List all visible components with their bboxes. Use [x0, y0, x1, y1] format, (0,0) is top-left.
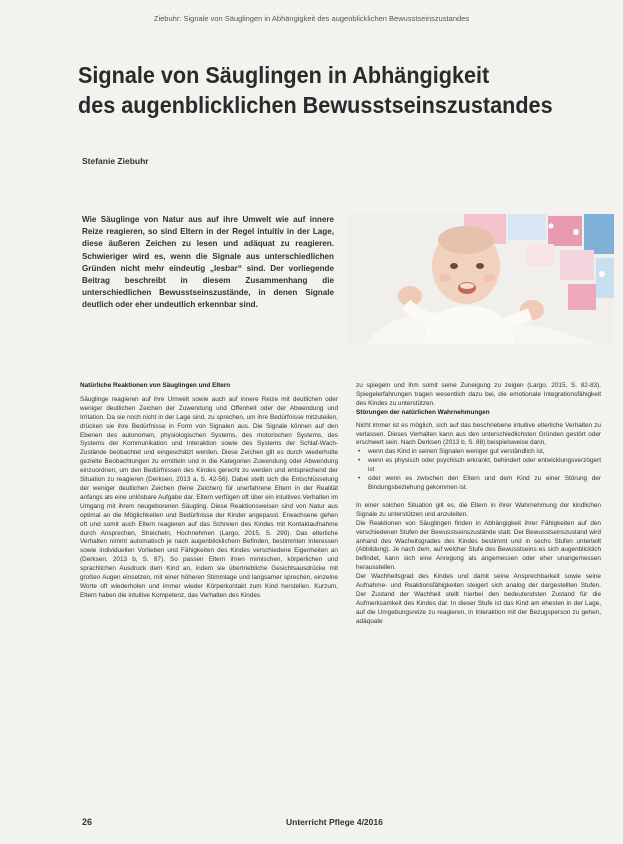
- author-name: Stefanie Ziebuhr: [82, 156, 149, 166]
- list-item: • wenn das Kind in seinen Signalen weniger gut verständlich ist,: [356, 448, 601, 457]
- list-item: • oder wenn es zwischen den Eltern und dem Kind zu einer Störung der Bindungsbeziehung gekommen ist.: [356, 475, 601, 493]
- title-line-1: Signale von Säuglingen in Abhängigkeit: [78, 62, 490, 88]
- journal-footer: Unterricht Pflege 4/2016: [286, 817, 383, 827]
- running-head: Ziebuhr: Signale von Säuglingen in Abhängigkeit des augenblicklichen Bewusstseinszustandes: [153, 14, 470, 23]
- right-column: [356, 382, 601, 627]
- baby-illustration: [346, 214, 614, 344]
- right-column-intro: zu spiegeln und ihm somit seine Zuneigung zu zeigen (Largo, 2015, S. 82-83). Spiegelerfahrungen tragen wesentlich dazu bei, die emotionale Integrationsfähigkeit des Kindes zu unterstützen.: [356, 382, 601, 407]
- right-column-paragraph-2: In einer solchen Situation gilt es, die Eltern in ihrer Wahrnehmung der kindlichen Signale zu unterstützen und anzuleiten.: [356, 501, 601, 518]
- bullet-list: [356, 448, 601, 493]
- page-number: 26: [82, 817, 93, 827]
- title-line-2: des augenblicklichen Bewusstseinszustandes: [78, 92, 553, 118]
- list-item: • wenn es physisch oder psychisch erkrankt, behindert oder entwicklungsverzögert ist: [356, 457, 601, 475]
- right-column-paragraph-4: Der Wachheitsgrad des Kindes und damit seine Ansprechbarkeit sowie seine Aufnahme- und Reaktionsfähigkeiten steigert sich analog der dargestellten Stufen. Der Zustand der Wachheit stellt hierbei den bedeutendsten Zustand für die Aufmerksamkeit des Kindes dar. In dieser Stufe ist das Kind am ehesten in der Lage, auf die Umgebungsreize zu reagieren, in Interaktion mit der Bezugsperson zu gehen, adäquate: [356, 573, 601, 625]
- article-title: [78, 60, 566, 120]
- section-heading-disturbances: Störungen der natürlichen Wahrnehmungen: [356, 408, 490, 416]
- abstract: Wie Säuglinge von Natur aus auf ihre Umwelt wie auf innere Reize reagieren, so sind Eltern in der Regel intuitiv in der Lage, diese äußeren Zeichen zu lesen und adäquat zu reagieren. Schwieriger wird es, wenn die Signale aus unterschiedlichen Gründen nicht mehr eindeutig „lesbar“ sind. Der vorliegende Beitrag beschreibt in diesem Zusammenhang die unterschiedlichen Bewusstseinszustände, in denen Signale deutlich oder eher undeutlich erkennbar sind.: [82, 215, 334, 310]
- left-column-paragraph: Säuglinge reagieren auf ihre Umwelt sowie auch auf innere Reize mit deutlichen oder weniger deutlichen Zeichen der Zuwendung und Offenheit oder der Abwendung und Irritation. Da sie noch nicht in der Lage sind, zu sprechen, um ihre Bedürfnisse mitzuteilen, drücken sie ihre Bedürfnisse in Form von Signalen aus. Die Signale können auf den Ebenen des autonomen, physiologischen Systems, des motorischen Systems, des Systems der Kommunikation und Interaktion sowie des Systems der Schlaf-Wach-Zustände beobachtet und eingeschätzt werden. Diese Zeichen gilt es durch wiederholte gezielte Beobachtungen zu ermitteln und in die Kategorien Zuwendung oder Abwendung einzuordnen, um den Bedürfnissen des Kindes gerecht zu werden und entsprechend der Situation zu reagieren (Derksen, 2013 a, S. 42-56). Dabei stellt sich die Entschlüsselung der weniger deutlichen Zeichen (feine Zeichen) für unerfahrene Eltern in der Realität anfangs als eine unlösbare Aufgabe dar. Eltern verfügen oft über ein intuitives Verhalten im Umgang mit ihrem neugeborenen Säugling. Diese Reaktionsweisen sind von Natur aus optimal an die Möglichkeiten und Bedürfnisse der Kinder angepasst. Erwachsene gehen oft und somit auch Eltern reagieren auf das Schreien des Kindes mit Kontaktaufnahme durch Ansprechen, Streicheln, Hochnehmen (Largo, 2015, S. 290). Das elterliche Verhalten nimmt automatisch je nach augenblicklichem Befinden, bestimmten Interessen sowie individuellen Vorlieben und Fähigkeiten des Kindes verschiedene Eigenheiten an (Derksen, 2013 b, S. 87). So passen Eltern ihren mimischen, körperlichen und sprachlichen Ausdruck dem Kind an, indem sie übertriebliche Gesichtsausdrücke mit großen Augen einsetzen, mit einer höheren Stimmlage und langsamer sprechen, einzelne Worte oft wiederholen und immer wieder Körperkontakt zum Kind herstellen. Kurzum, Eltern haben die intuitive Kompetenz, das Verhalten des Kindes: [80, 395, 338, 599]
- section-heading-natural-reactions: Natürliche Reaktionen von Säuglingen und Eltern: [80, 382, 231, 389]
- right-column-paragraph-1: Nicht immer ist es möglich, sich auf das beschriebene intuitive elterliche Verhalten zu verlassen. Dieses Verhalten kann aus den unterschiedlichsten Gründen gestört oder erschwert sein. Nach Derksen (2013 b, S. 88) beispielsweise dann,: [356, 421, 601, 447]
- left-column: [80, 382, 338, 601]
- right-column-paragraph-3: Die Reaktionen von Säuglingen finden in Abhängigkeit ihrer Fähigkeiten auf den verschiedenen Stufen der Bewusstseinszustände statt. Der Bewusstseinszustand wird anhand des Wacheitsgrades des Kindes bestimmt und in sechs Stufen unterteilt (Abbildung). Je nach dem, auf welcher Stufe des Bewusstseins es sich augenblicklich befindet, kann sich eine Anregung als angemessen oder eher unangemessen herausstellen.: [356, 519, 601, 572]
- baby-photo: [346, 214, 614, 344]
